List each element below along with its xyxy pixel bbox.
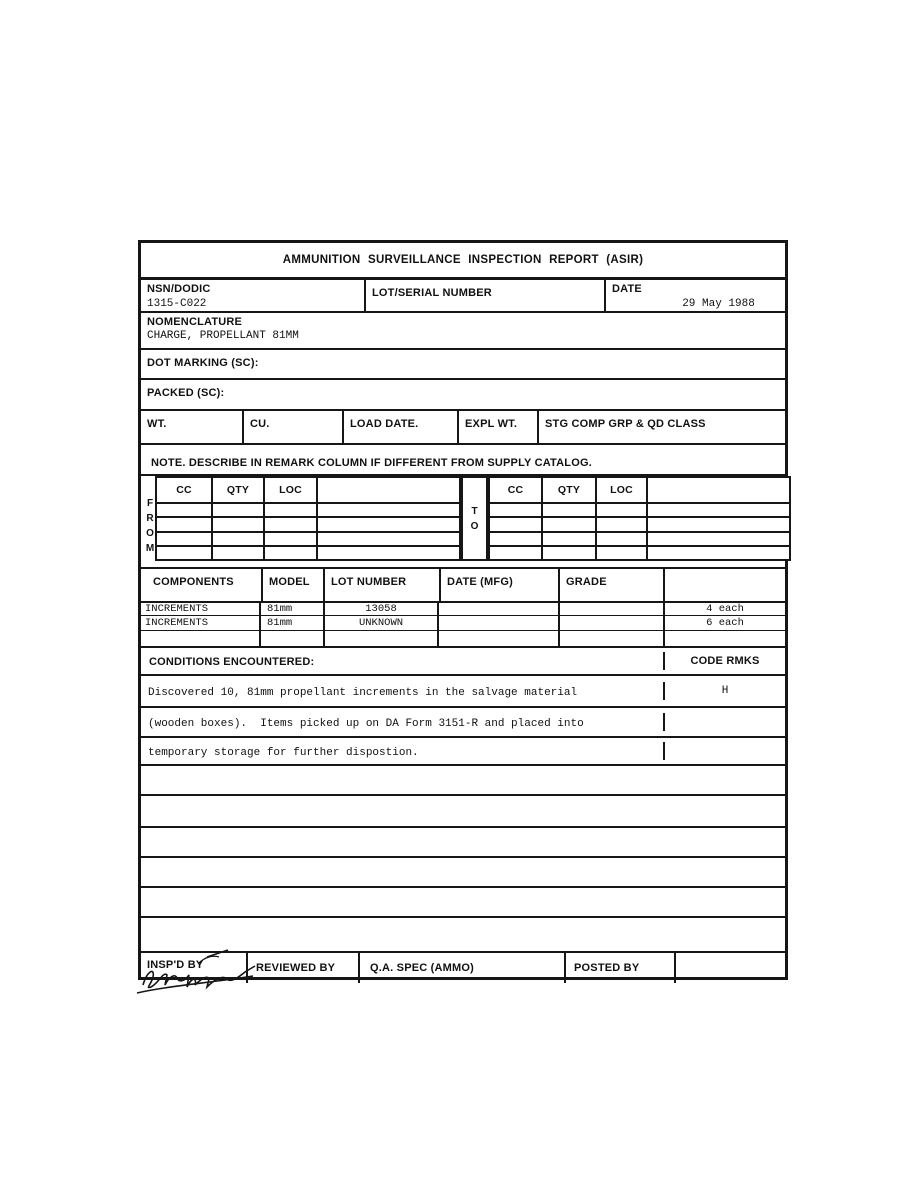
- nomenclature-value: CHARGE, PROPELLANT 81MM: [147, 330, 299, 342]
- to-table-row: [490, 545, 789, 559]
- from-table-row: [157, 531, 459, 545]
- component-lot: 13058: [365, 603, 397, 615]
- asir-form: [138, 240, 788, 980]
- components-header: COMPONENTS: [153, 576, 234, 588]
- conditions-header-row: [141, 648, 785, 676]
- date-label: DATE: [612, 283, 642, 295]
- stg-comp-cell: [539, 411, 785, 443]
- load-date-cell: [344, 411, 459, 443]
- to-label: T O: [470, 505, 479, 532]
- form-title: AMMUNITION SURVEILLANCE INSPECTION REPORT (ASIR): [282, 254, 644, 266]
- from-table: [155, 476, 461, 561]
- signature-row: [141, 953, 785, 983]
- form-title-row: [141, 243, 785, 280]
- dot-marking-cell: [141, 350, 785, 378]
- to-loc-header: LOC: [610, 484, 633, 496]
- conditions-row: [141, 676, 785, 708]
- to-cc-header: CC: [507, 484, 524, 496]
- conditions-row-empty: [141, 918, 785, 953]
- nomenclature-label: NOMENCLATURE: [147, 316, 243, 328]
- component-model: 81mm: [267, 603, 293, 615]
- to-table: [488, 476, 791, 561]
- from-label: F R O M: [145, 498, 155, 554]
- nsn-dodic-cell: [141, 280, 366, 311]
- date-mfg-header: DATE (MFG): [447, 576, 513, 588]
- lot-number-header: LOT NUMBER: [331, 576, 407, 588]
- to-table-row: [490, 531, 789, 545]
- packed-label: PACKED (SC):: [147, 387, 225, 399]
- lot-serial-label: LOT/SERIAL NUMBER: [372, 287, 492, 299]
- from-qty-header: QTY: [226, 484, 250, 496]
- conditions-text: Discovered 10, 81mm propellant increments in the salvage material: [148, 687, 578, 699]
- stg-comp-label: STG COMP GRP & QD CLASS: [545, 418, 706, 430]
- component-name: INCREMENTS: [145, 617, 209, 629]
- expl-wt-label: EXPL WT.: [465, 418, 518, 430]
- reviewed-by-cell: [248, 953, 360, 983]
- packed-cell: [141, 380, 785, 409]
- grade-header: GRADE: [566, 576, 607, 588]
- component-row: [141, 616, 785, 631]
- posted-by-label: POSTED BY: [574, 962, 640, 974]
- conditions-row: [141, 738, 785, 766]
- to-label-cell: [461, 476, 488, 561]
- conditions-row: [141, 708, 785, 738]
- code-rmks-label: CODE RMKS: [690, 655, 760, 667]
- lot-serial-cell: [366, 280, 606, 311]
- expl-wt-cell: [459, 411, 539, 443]
- nomenclature-cell: [141, 313, 785, 348]
- posted-by-cell: [566, 953, 676, 983]
- from-table-header: [157, 478, 459, 502]
- conditions-row-empty: [141, 766, 785, 796]
- dot-marking-label: DOT MARKING (SC):: [147, 357, 259, 369]
- from-table-row: [157, 502, 459, 516]
- weight-row: [141, 411, 785, 445]
- dot-marking-row: [141, 350, 785, 380]
- component-row-empty: [141, 631, 785, 648]
- nomenclature-row: [141, 313, 785, 350]
- header-row: [141, 280, 785, 313]
- inspd-by-label: INSP'D BY: [147, 959, 204, 971]
- conditions-row-empty: [141, 858, 785, 888]
- qa-spec-cell: [360, 953, 566, 983]
- component-qty: 6 each: [706, 617, 744, 629]
- wt-cell: [141, 411, 244, 443]
- conditions-code: H: [721, 685, 729, 697]
- conditions-label: CONDITIONS ENCOUNTERED:: [149, 656, 315, 668]
- from-loc-header: LOC: [279, 484, 302, 496]
- note-text: NOTE. DESCRIBE IN REMARK COLUMN IF DIFFERENT FROM SUPPLY CATALOG.: [151, 457, 592, 469]
- component-model: 81mm: [267, 617, 293, 629]
- component-row: [141, 603, 785, 616]
- qa-spec-label: Q.A. SPEC (AMMO): [370, 962, 475, 974]
- reviewed-by-label: REVIEWED BY: [256, 962, 336, 974]
- cu-label: CU.: [250, 418, 270, 430]
- from-cc-header: CC: [176, 484, 192, 496]
- cu-cell: [244, 411, 344, 443]
- signature-blank-cell: [676, 953, 785, 983]
- to-table-row: [490, 516, 789, 530]
- note-cell: [141, 445, 785, 474]
- conditions-row-empty: [141, 796, 785, 828]
- from-table-row: [157, 545, 459, 559]
- component-name: INCREMENTS: [145, 603, 209, 615]
- components-header-row: [141, 569, 785, 603]
- date-value: 29 May 1988: [682, 298, 755, 310]
- transfer-section: [141, 476, 785, 569]
- from-table-row: [157, 516, 459, 530]
- nsn-dodic-value: 1315-C022: [147, 298, 207, 310]
- date-cell: [606, 280, 785, 311]
- model-header: MODEL: [269, 576, 310, 588]
- load-date-label: LOAD DATE.: [350, 418, 419, 430]
- conditions-row-empty: [141, 828, 785, 858]
- conditions-text: (wooden boxes). Items picked up on DA Form 3151-R and placed into: [148, 718, 584, 730]
- inspd-by-cell: [141, 953, 248, 983]
- component-qty: 4 each: [706, 603, 744, 615]
- conditions-text: temporary storage for further dispostion.: [148, 747, 419, 759]
- to-table-header: [490, 478, 789, 502]
- packed-row: [141, 380, 785, 411]
- conditions-row-empty: [141, 888, 785, 918]
- nsn-dodic-label: NSN/DODIC: [147, 283, 211, 295]
- wt-label: WT.: [147, 418, 167, 430]
- to-table-row: [490, 502, 789, 516]
- note-row: [141, 445, 785, 476]
- to-qty-header: QTY: [557, 484, 581, 496]
- component-lot: UNKNOWN: [358, 617, 404, 629]
